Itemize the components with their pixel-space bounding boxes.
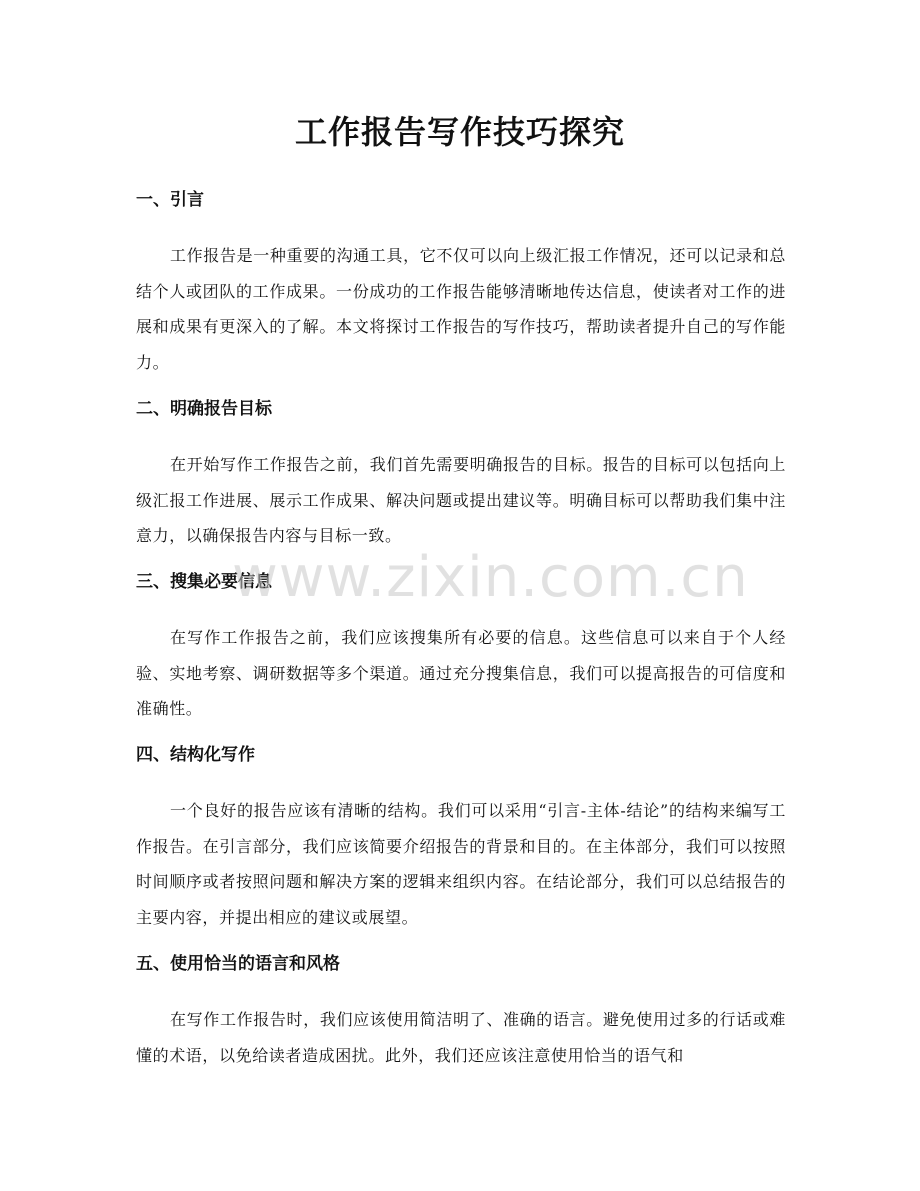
section-introduction — [136, 188, 786, 380]
section-heading: 二、明确报告目标 — [136, 399, 272, 419]
section-paragraph: 在开始写作工作报告之前，我们首先需要明确报告的目标。报告的目标可以包括向上级汇报工作进展、展示工作成果、解决问题或提出建议等。明确目标可以帮助我们集中注意力，以确保报告内容与目标一致。 — [136, 455, 786, 545]
section-clarify-goal — [136, 397, 786, 554]
section-paragraph: 工作报告是一种重要的沟通工具，它不仅可以向上级汇报工作情况，还可以记录和总结个人或团队的工作成果。一份成功的工作报告能够清晰地传达信息，使读者对工作的进展和成果有更深入的了解。本文将探讨工作报告的写作技巧，帮助读者提升自己的写作能力。 — [136, 246, 786, 372]
section-heading: 一、引言 — [136, 190, 204, 210]
watermark: www.zixin.com.cn — [232, 545, 749, 610]
document-title: 工作报告写作技巧探究 — [294, 113, 625, 151]
section-heading: 四、结构化写作 — [136, 745, 255, 765]
section-collect-info — [136, 570, 786, 727]
section-paragraph: 在写作工作报告之前，我们应该搜集所有必要的信息。这些信息可以来自于个人经验、实地考察、调研数据等多个渠道。通过充分搜集信息，我们可以提高报告的可信度和准确性。 — [136, 628, 786, 718]
section-heading: 三、搜集必要信息 — [136, 572, 272, 592]
section-language-style — [136, 952, 786, 1073]
section-paragraph: 一个良好的报告应该有清晰的结构。我们可以采用“引言-主体-结论”的结构来编写工作报告。在引言部分，我们应该简要介绍报告的背景和目的。在主体部分，我们可以按照时间顺序或者按照问题和解决方案的逻辑来组织内容。在结论部分，我们可以总结报告的主要内容，并提出相应的建议或展望。 — [136, 801, 786, 927]
section-paragraph: 在写作工作报告时，我们应该使用简洁明了、准确的语言。避免使用过多的行话或难懂的术语，以免给读者造成困扰。此外，我们还应该注意使用恰当的语气和 — [136, 1010, 786, 1065]
section-structured-writing — [136, 743, 786, 935]
section-heading: 五、使用恰当的语言和风格 — [136, 954, 340, 974]
